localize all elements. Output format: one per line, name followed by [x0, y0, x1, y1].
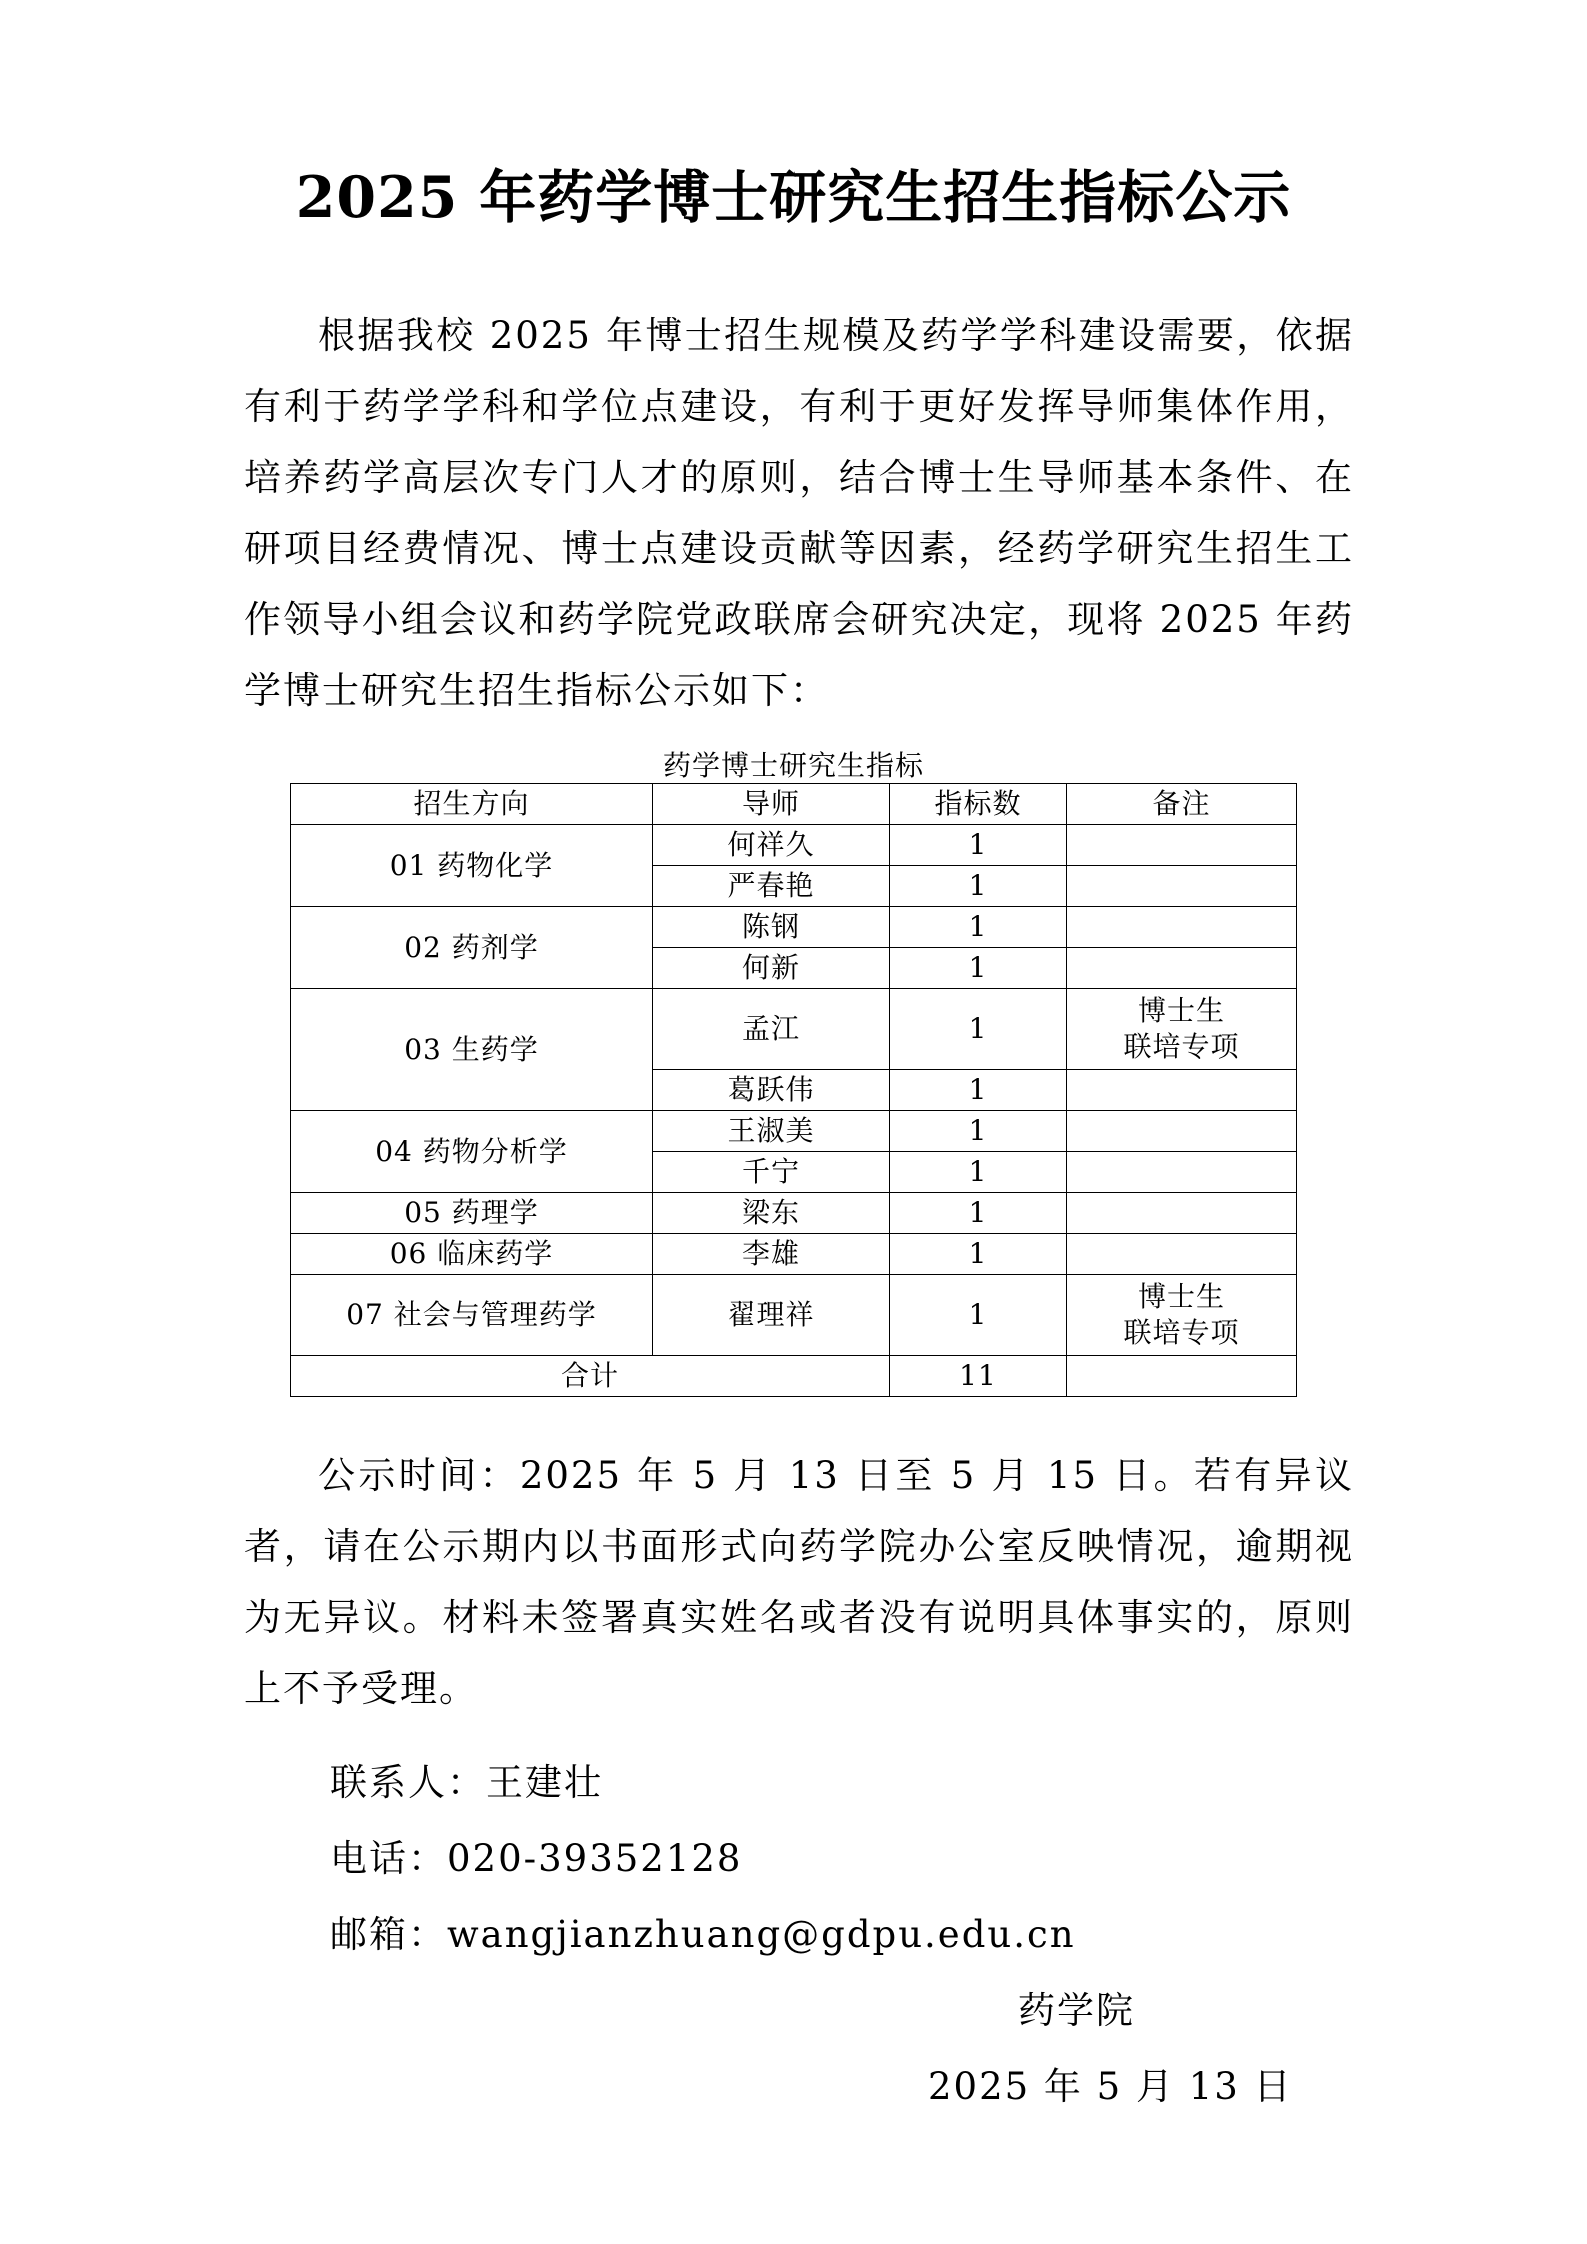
- remark-cell: [1067, 1193, 1297, 1234]
- advisor-cell: 李雄: [653, 1234, 890, 1275]
- header-quota: 指标数: [890, 784, 1067, 825]
- remark-cell: [1067, 1356, 1297, 1397]
- intro-text: 根据我校 2025 年博士招生规模及药学学科建设需要，依据有利于药学学科和学位点建设，有利于更好发挥导师集体作用，培养药学高层次专门人才的原则，结合博士生导师基本条件、在研项目经费情况、博士点建设贡献等因素，经药学研究生招生工作领导小组会议和药学院党政联席会研究决定，现将 2025 年药学博士研究生招生指标公示如下：: [244, 314, 1354, 712]
- document-title: 2025 年药学博士研究生招生指标公示: [295, 164, 1292, 231]
- contact-person: 联系人：王建壮: [330, 1761, 603, 1804]
- quota-cell: 1: [890, 989, 1067, 1070]
- quota-cell: 1: [890, 948, 1067, 989]
- direction-cell: 05 药理学: [291, 1193, 653, 1234]
- remark-cell: [1067, 1070, 1297, 1111]
- header-direction: 招生方向: [291, 784, 653, 825]
- advisor-cell: 王淑美: [653, 1111, 890, 1152]
- remark-cell: [1067, 825, 1297, 866]
- direction-cell: 06 临床药学: [291, 1234, 653, 1275]
- table-total-row: [291, 1356, 1297, 1397]
- table-header-row: [291, 784, 1297, 825]
- direction-cell: 03 生药学: [291, 989, 653, 1111]
- remark-line: 博士生: [1137, 994, 1225, 1027]
- table-row: [291, 1234, 1297, 1275]
- contact-phone: 电话：020-39352128: [330, 1837, 743, 1880]
- remark-cell: [1067, 1234, 1297, 1275]
- remark-cell: [1067, 907, 1297, 948]
- quota-cell: 1: [890, 1193, 1067, 1234]
- remark-cell: [1067, 1275, 1297, 1356]
- table-row: [291, 825, 1297, 866]
- notice-text: 公示时间：2025 年 5 月 13 日至 5 月 15 日。若有异议者，请在公示期内以书面形式向药学院办公室反映情况，逾期视为无异议。材料未签署真实姓名或者没有说明具体事实的，原则上不予受理。: [244, 1454, 1354, 1710]
- table-row: [291, 989, 1297, 1070]
- remark-line: 联培专项: [1123, 1030, 1240, 1063]
- table-row: [291, 907, 1297, 948]
- contact-email[interactable]: 邮箱：wangjianzhuang@gdpu.edu.cn: [330, 1913, 1076, 1956]
- header-remark: 备注: [1067, 784, 1297, 825]
- quota-cell: 1: [890, 1275, 1067, 1356]
- advisor-cell: 何新: [653, 948, 890, 989]
- quota-cell: 1: [890, 1111, 1067, 1152]
- table-caption: 药学博士研究生指标: [662, 749, 924, 782]
- table-row: [291, 1275, 1297, 1356]
- advisor-cell: 孟江: [653, 989, 890, 1070]
- remark-cell: [1067, 1111, 1297, 1152]
- advisor-cell: 千宁: [653, 1152, 890, 1193]
- header-advisor: 导师: [653, 784, 890, 825]
- direction-cell: 01 药物化学: [291, 825, 653, 907]
- quota-table: [290, 783, 1297, 1397]
- quota-cell: 1: [890, 1152, 1067, 1193]
- advisor-cell: 葛跃伟: [653, 1070, 890, 1111]
- signature-org: 药学院: [1018, 1989, 1135, 2032]
- direction-cell: 07 社会与管理药学: [291, 1275, 653, 1356]
- remark-cell: [1067, 989, 1297, 1070]
- quota-cell: 1: [890, 866, 1067, 907]
- advisor-cell: 何祥久: [653, 825, 890, 866]
- quota-cell: 1: [890, 1070, 1067, 1111]
- remark-cell: [1067, 1152, 1297, 1193]
- intro-paragraph: [244, 300, 1354, 726]
- table-row: [291, 1111, 1297, 1152]
- total-label: 合计: [291, 1356, 890, 1397]
- notice-paragraph: [244, 1440, 1354, 1724]
- remark-cell: [1067, 948, 1297, 989]
- advisor-cell: 陈钢: [653, 907, 890, 948]
- total-value: 11: [890, 1356, 1067, 1397]
- remark-line: 博士生: [1137, 1280, 1225, 1313]
- table-row: [291, 1193, 1297, 1234]
- remark-cell: [1067, 866, 1297, 907]
- quota-cell: 1: [890, 1234, 1067, 1275]
- direction-cell: 04 药物分析学: [291, 1111, 653, 1193]
- direction-cell: 02 药剂学: [291, 907, 653, 989]
- remark-line: 联培专项: [1123, 1316, 1240, 1349]
- advisor-cell: 梁东: [653, 1193, 890, 1234]
- quota-cell: 1: [890, 825, 1067, 866]
- quota-cell: 1: [890, 907, 1067, 948]
- advisor-cell: 翟理祥: [653, 1275, 890, 1356]
- signature-date: 2025 年 5 月 13 日: [928, 2065, 1293, 2108]
- advisor-cell: 严春艳: [653, 866, 890, 907]
